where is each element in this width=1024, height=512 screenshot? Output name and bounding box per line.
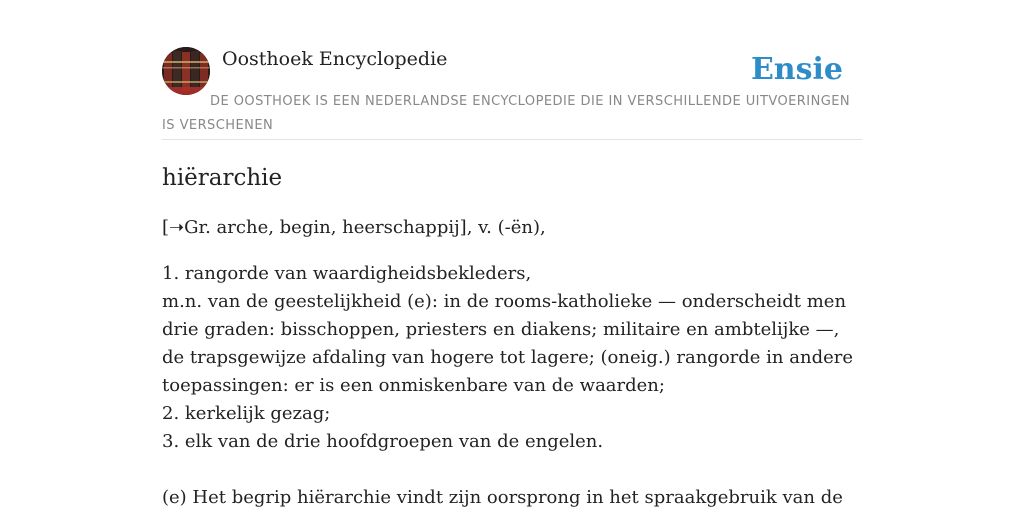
definition-item: m.n. van de geestelijkheid (e): in de rooms-katholieke — onderscheidt men drie graden: bisschoppen, priesters en diakens; militaire en ambtelijke —, de trapsgewijze afdaling van hogere tot lagere; (oneig.) rangorde in andere toepassingen: er is een onmiskenbare van de waarden; bbox=[162, 291, 853, 396]
book-spines-icon bbox=[162, 47, 210, 95]
publication-avatar[interactable] bbox=[162, 47, 210, 95]
publication-tagline: DE OOSTHOEK IS EEN NEDERLANDSE ENCYCLOPEDIE DIE IN VERSCHILLENDE UITVOERINGEN IS VERSCHENEN bbox=[162, 94, 851, 133]
article-headword: hiërarchie bbox=[162, 165, 283, 191]
definition-item: 3. elk van de drie hoofdgroepen van de engelen. bbox=[162, 431, 604, 452]
definition-item: 2. kerkelijk gezag; bbox=[162, 403, 331, 424]
article-body bbox=[162, 160, 862, 512]
publication-title[interactable]: Oosthoek Encyclopedie bbox=[222, 48, 448, 70]
definition-item: 1. rangorde van waardigheidsbekleders, bbox=[162, 263, 532, 284]
etymology-line: [➝Gr. arche, begin, heerschappij], v. (-ën), bbox=[162, 217, 546, 238]
definitions bbox=[162, 260, 862, 456]
article-note: (e) Het begrip hiërarchie vindt zijn oorsprong in het spraakgebruik van de bbox=[162, 487, 843, 508]
ensie-logo-link[interactable]: Ensie bbox=[750, 52, 843, 87]
publication-header bbox=[162, 46, 862, 140]
